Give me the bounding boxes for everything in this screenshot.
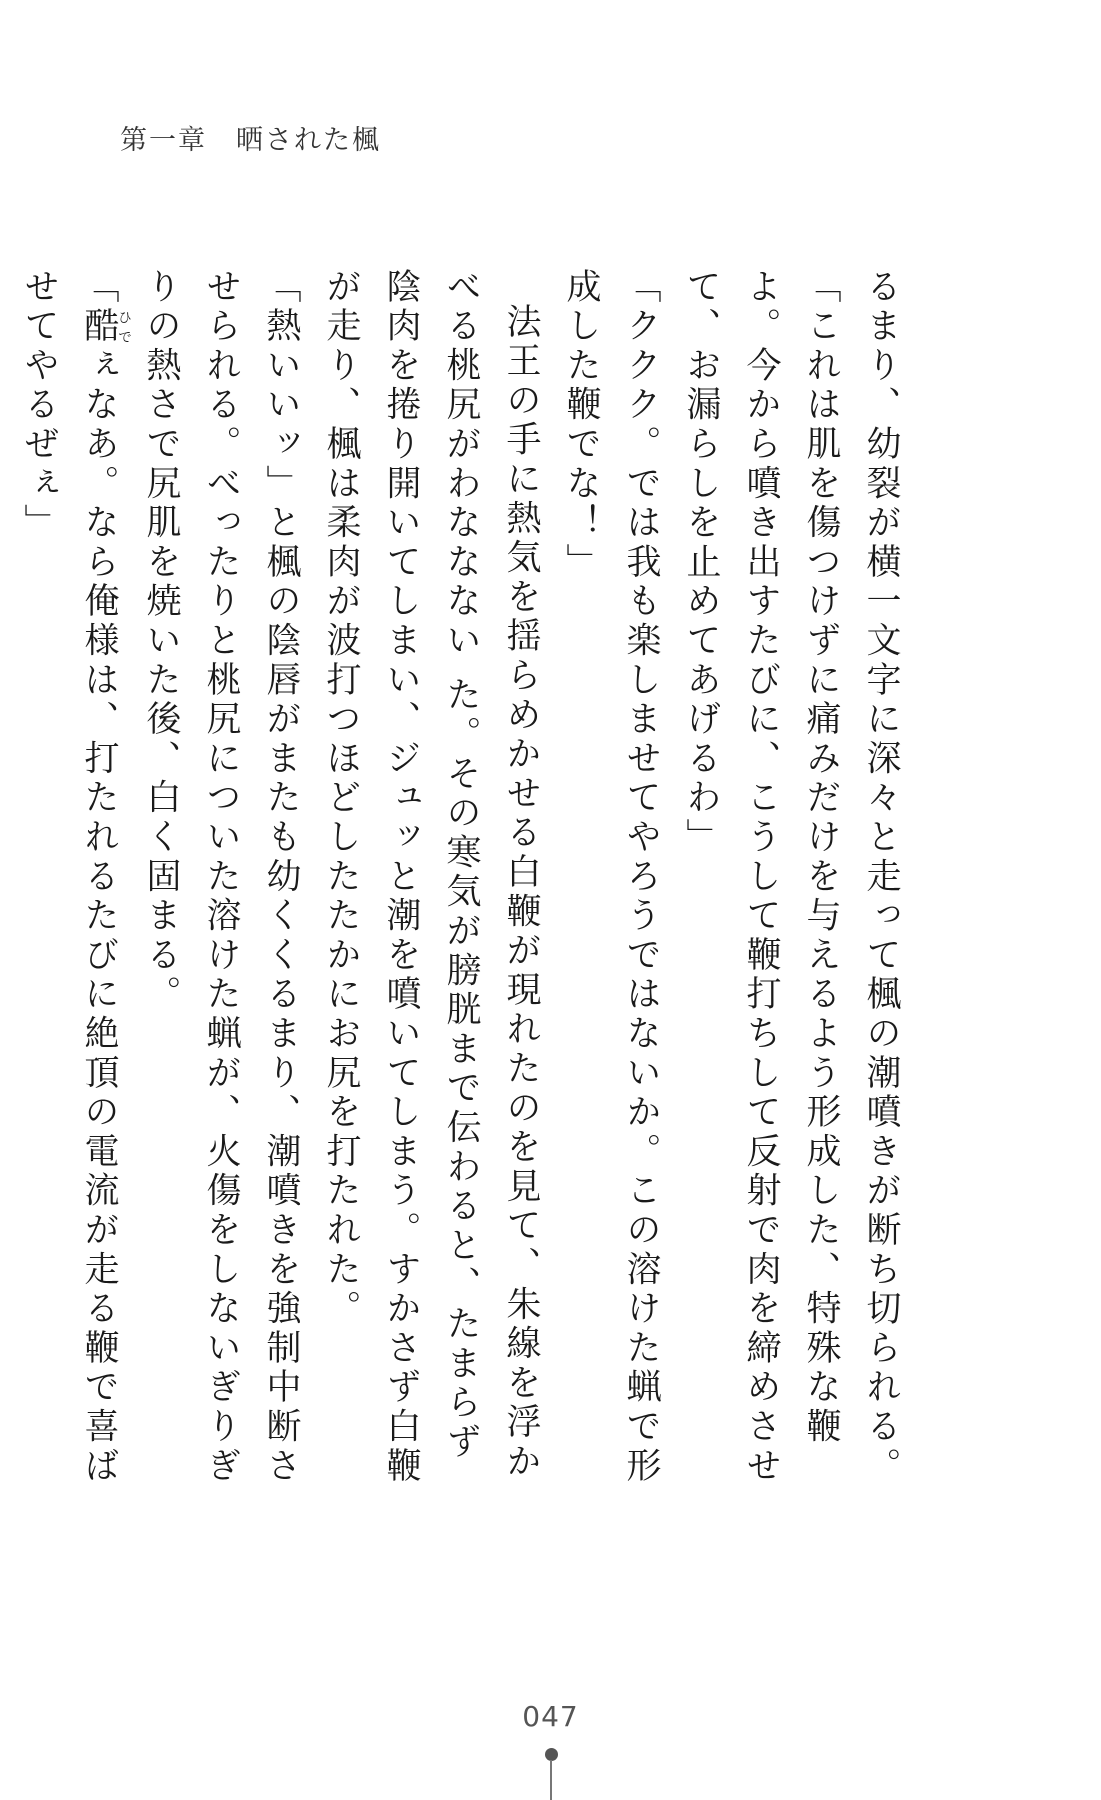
main-text <box>19 268 911 1488</box>
paragraph: 「ククク。では我も楽しませてやろうではないか。この溶けた蝋で形成した鞭でな！」 <box>561 268 661 1487</box>
page-footer <box>0 1700 1101 1800</box>
ruby-word <box>79 307 132 347</box>
quote-open: 「 <box>79 268 119 308</box>
paragraph <box>0 268 9 1488</box>
chapter-header: 第一章 晒された楓 <box>120 125 381 156</box>
page-number: 047 <box>522 1700 579 1733</box>
paragraph-rest: ぇなあ。なら俺様は、打たれるたびに絶頂の電流が走る鞭で喜ばせてやるぜぇ」 <box>19 268 119 1487</box>
paragraph: るまり、幼裂が横一文字に深々と走って楓の潮噴きが断ち切られる。 <box>861 268 901 1487</box>
paragraph: 「熱いいッ」と楓の陰唇がまたも幼くくるまり、潮噴きを強制中断させられる。べったりと桃尻についた溶けた蝋が、火傷をしないぎりぎりの熱さで尻肌を焼いた後、白く固まる。 <box>141 268 301 1487</box>
paragraph <box>9 268 131 1488</box>
paragraph: 「これは肌を傷つけずに痛みだけを与えるよう形成した、特殊な鞭よ。今から噴き出すたびに、こうして鞭打ちして反射で肉を締めさせて、お漏らしを止めてあげるわ」 <box>681 268 841 1487</box>
ruby-base: 酷 <box>79 307 119 347</box>
ruby-reading: ひで <box>116 307 132 347</box>
page-marker-line <box>550 1760 552 1800</box>
paragraph: 法王の手に熱気を揺らめかせる白鞭が現れたのを見て、朱線を浮かべる桃尻がわななない た。その寒気が膀胱まで伝わると、たまらず陰肉を捲り開いてしまい、ジュッと潮を噴いてしまう。すかさず白鞭が走り、楓は柔肉が波打つほどしたたかにお尻を打たれた。 <box>321 268 541 1487</box>
